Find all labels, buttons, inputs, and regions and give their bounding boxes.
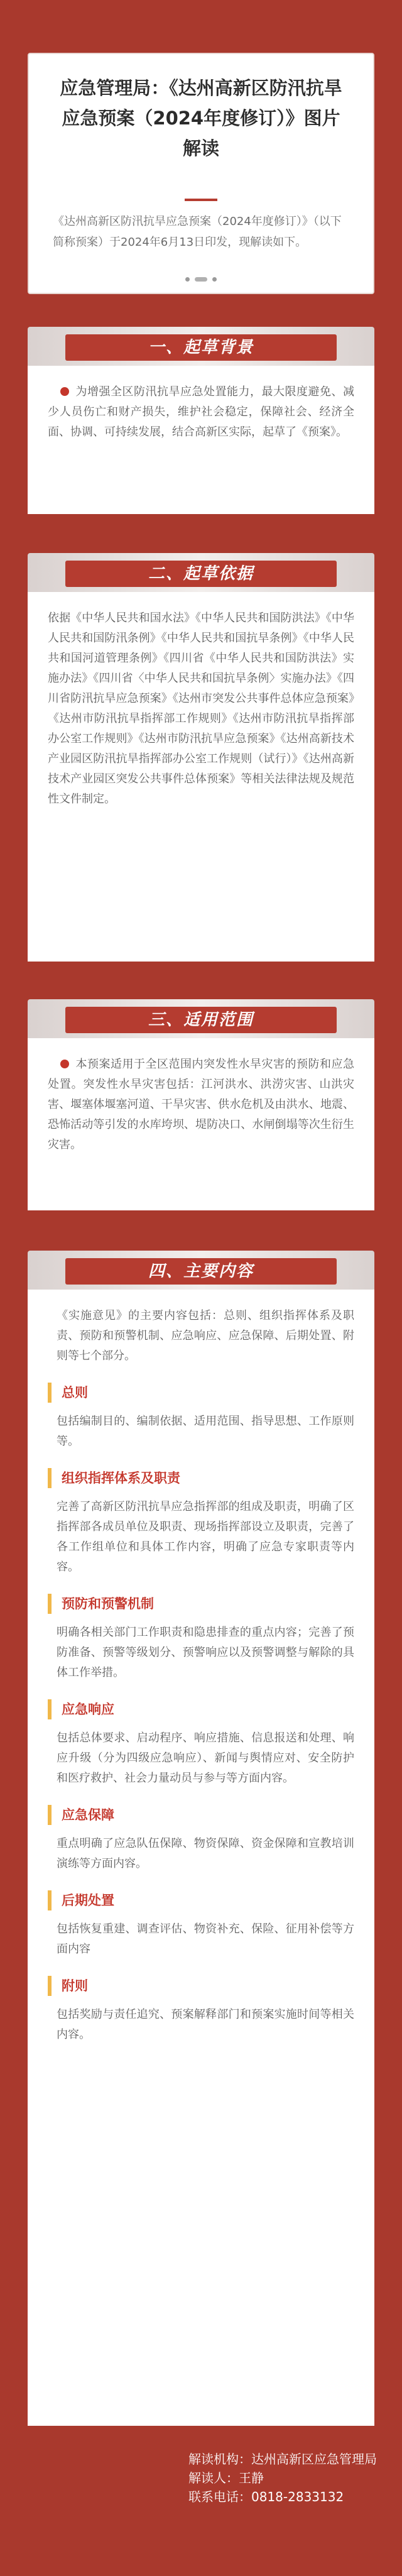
subheading-bar xyxy=(48,1383,52,1403)
section-title: 三、适用范围 xyxy=(65,1007,337,1033)
bullet-icon xyxy=(60,387,69,396)
subheading xyxy=(48,1890,354,1910)
bullet-icon xyxy=(60,1060,69,1068)
section-header xyxy=(28,553,374,592)
subheading-body: 完善了高新区防汛抗旱应急指挥部的组成及职责，明确了区指挥部各成员单位及职责、现场指挥部设立及职责，完善了各工作组单位和具体工作内容，明确了应急专家职责等内容。 xyxy=(57,1500,354,1574)
subheading-text: 附则 xyxy=(62,1978,88,1993)
section-header xyxy=(28,1251,374,1290)
footer-org: 解读机构：达州高新区应急管理局 xyxy=(188,2452,377,2467)
section-body xyxy=(28,592,374,962)
section-body xyxy=(28,366,374,514)
subheading-text: 预防和预警机制 xyxy=(62,1596,154,1611)
subheading-text: 应急保障 xyxy=(62,1807,114,1822)
subheading-text: 总则 xyxy=(62,1385,88,1400)
section-scope xyxy=(28,999,374,1210)
section-body xyxy=(28,1290,374,2426)
subheading xyxy=(48,1699,354,1719)
carousel-dots xyxy=(29,272,373,284)
footer-person: 解读人：王静 xyxy=(188,2470,264,2486)
dot xyxy=(185,277,190,282)
page-title: 应急管理局：《达州高新区防汛抗旱应急预案（2024年度修订）》图片解读 xyxy=(60,77,342,159)
subheading-body: 明确各相关部门工作职责和隐患排查的重点内容；完善了预防准备、预警等级划分、预警响应以及预警调整与解除的具体工作举措。 xyxy=(57,1626,354,1679)
section-title: 二、起草依据 xyxy=(65,561,337,587)
subheading-body: 重点明确了应急队伍保障、物资保障、资金保障和宣教培训演练等方面内容。 xyxy=(57,1837,354,1870)
subheading-bar xyxy=(48,1805,52,1825)
dot xyxy=(212,277,217,282)
section-text: 为增强全区防汛抗旱应急处置能力，最大限度避免、减少人员伤亡和财产损失，维护社会稳定，保障社会、经济全面、协调、可持续发展，结合高新区实际，起草了《预案》。 xyxy=(48,385,354,439)
subheading xyxy=(48,1976,354,1996)
subheading-text: 后期处置 xyxy=(62,1893,114,1908)
subheading-bar xyxy=(48,1699,52,1719)
section-background xyxy=(28,327,374,514)
title-divider xyxy=(185,199,217,201)
subheading-text: 应急响应 xyxy=(62,1702,114,1717)
section-title: 一、起草背景 xyxy=(65,334,337,361)
section-header xyxy=(28,999,374,1038)
subheading-body: 包括总体要求、启动程序、响应措施、信息报送和处理、响应升级（分为四级应急响应）、新闻与舆情应对、安全防护和医疗救护、社会力量动员与参与等方面内容。 xyxy=(57,1731,354,1785)
section-basis xyxy=(28,553,374,962)
section-text: 依据《中华人民共和国水法》《中华人民共和国防洪法》《中华人民共和国防汛条例》《中华人民共和国抗旱条例》《中华人民共和国河道管理条例》《四川省《中华人民共和国防洪法》实施办法》《四川省〈中华人民共和国抗旱条例〉实施办法》《四川省防汛抗旱应急预案》《达州市突发公共事件总体应急预案》《达州市防汛抗旱指挥部工作规则》《达州市防汛抗旱指挥部办公室工作规则》《达州市防汛抗旱应急预案》《达州高新技术产业园区防汛抗旱指挥部办公室工作规则（试行）》《达州高新技术产业园区突发公共事件总体预案》等相关法律法规及规范性文件制定。 xyxy=(48,611,354,806)
section-title: 四、主要内容 xyxy=(65,1258,337,1285)
section-text: 本预案适用于全区范围内突发性水旱灾害的预防和应急处置。突发性水旱灾害包括：江河洪水、洪涝灾害、山洪灾害、堰塞体堰塞河道、干旱灾害、供水危机及由洪水、地震、恐怖活动等引发的水库垮坝、堤防决口、水闸倒塌等次生衍生灾害。 xyxy=(48,1058,354,1151)
dot-active xyxy=(195,277,207,282)
section-body xyxy=(28,1038,374,1210)
subheading-body: 包括奖励与责任追究、预案解释部门和预案实施时间等相关内容。 xyxy=(57,2008,354,2041)
header-card xyxy=(28,53,374,294)
section-main-content xyxy=(28,1251,374,2426)
footer-phone: 联系电话：0818-2833132 xyxy=(188,2489,344,2504)
subheading-text: 组织指挥体系及职责 xyxy=(62,1471,180,1486)
intro-text: 《达州高新区防汛抗旱应急预案（2024年度修订）》（以下简称预案）于2024年6月13日印发，现解读如下。 xyxy=(53,215,342,249)
subheading xyxy=(48,1468,354,1488)
subheading-body: 包括恢复重建、调查评估、物资补充、保险、征用补偿等方面内容 xyxy=(57,1922,354,1956)
section-intro: 《实施意见》的主要内容包括：总则、组织指挥体系及职责、预防和预警机制、应急响应、应急保障、后期处置、附则等七个部分。 xyxy=(57,1309,354,1362)
subheading xyxy=(48,1594,354,1614)
subheading-bar xyxy=(48,1594,52,1614)
subheading-body: 包括编制目的、编制依据、适用范围、指导思想、工作原则等。 xyxy=(57,1415,354,1448)
subheading xyxy=(48,1383,354,1403)
subheading-bar xyxy=(48,1976,52,1996)
subheading-bar xyxy=(48,1468,52,1488)
footer xyxy=(0,2438,402,2576)
subheading xyxy=(48,1805,354,1825)
subheading-bar xyxy=(48,1890,52,1910)
section-header xyxy=(28,327,374,366)
